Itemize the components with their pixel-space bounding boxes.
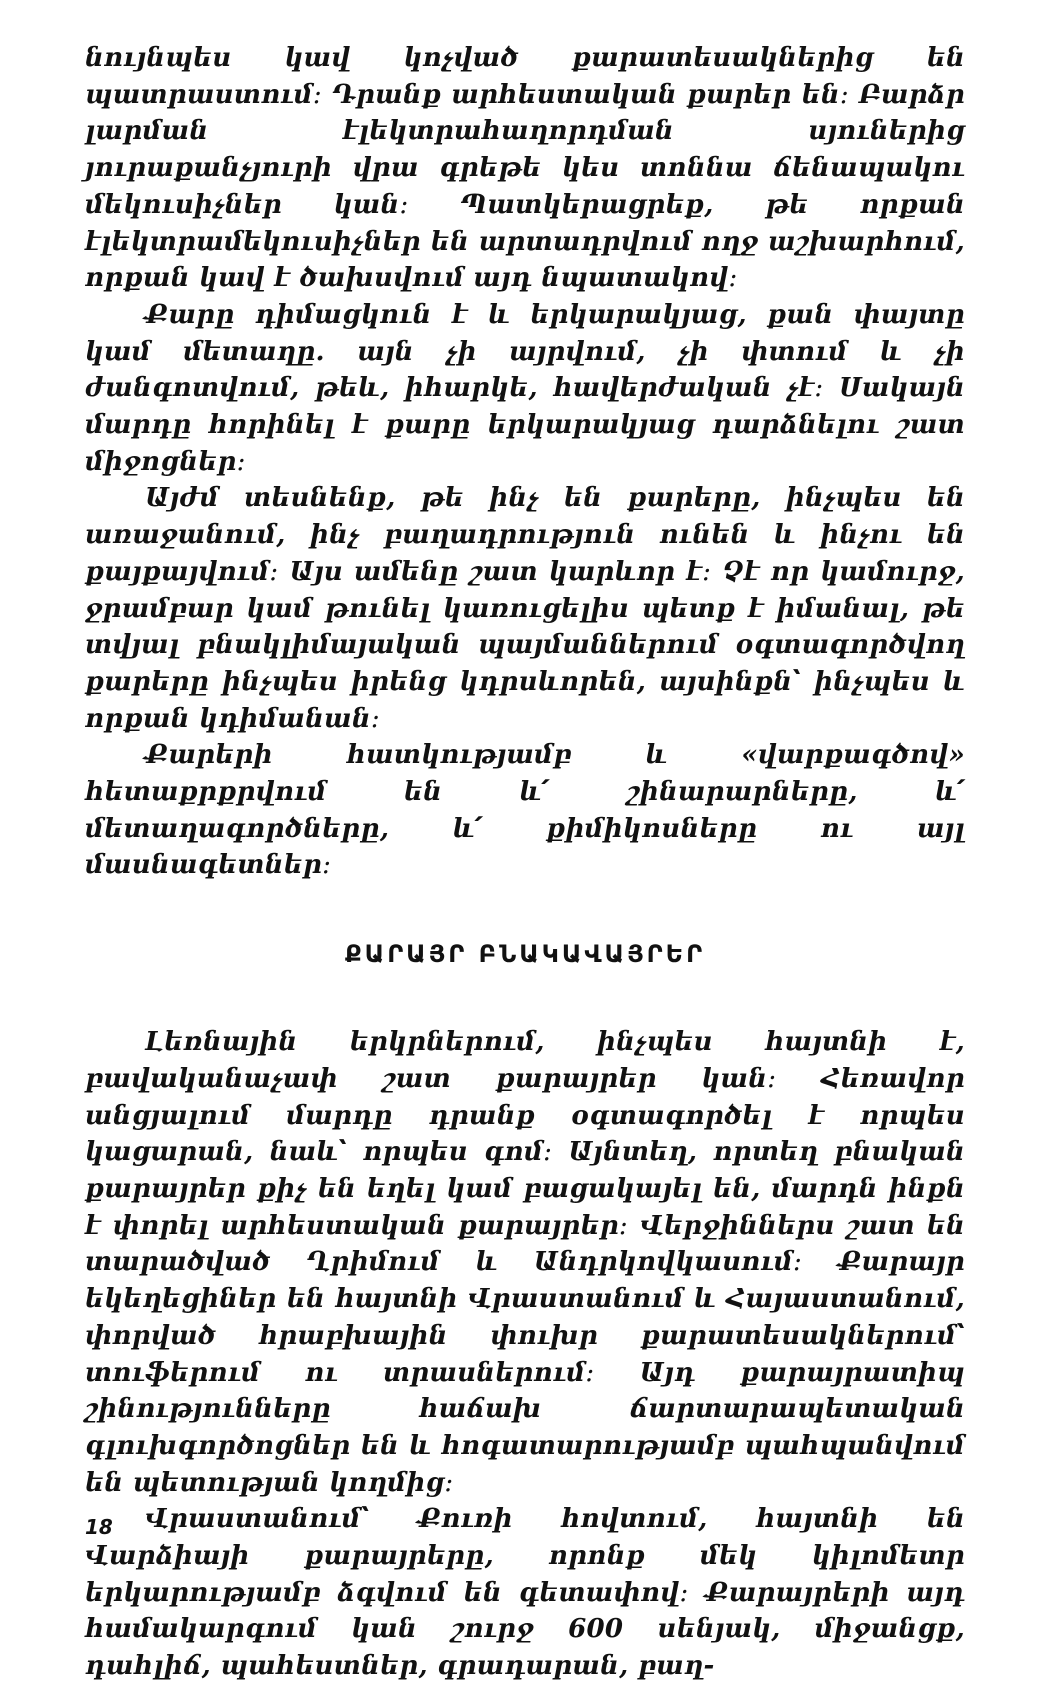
paragraph-3: Այժմ տեսնենք, թե ինչ են քարերը, ինչպես են առաջանում, ինչ բաղադրություն ունեն և ինչու են քայքայվում։ Այս ամենը շատ կարևոր է։ Չէ որ կամուրջ, ջրամբար կամ թունել կառուցելիս պետք է իմանալ, թե տվյալ բնակլիմայական պայմաններում օգտագործվող քարերը ինչպես իրենց կդրսևորեն, այսինքն՝ ինչպես և որքան կդիմանան։ xyxy=(85,483,965,734)
page-body xyxy=(85,40,965,1685)
paragraph-1: նույնպես կավ կոչված քարատեսակներից են պատրաստում։ Դրանք արհեստական քարեր են։ Բարձր լարման էլեկտրահաղորդման սյուներից յուրաքանչյուրի վրա գրեթե կես տոննա ճենապակու մեկուսիչներ կան։ Պատկերացրեք, թե որքան էլեկտրամեկուսիչներ են արտադրվում ողջ աշխարհում, որքան կավ է ծախսվում այդ նպատակով։ xyxy=(85,43,965,294)
page-number: 18 xyxy=(85,1515,113,1539)
paragraph-2: Քարը դիմացկուն է և երկարակյաց, քան փայտը կամ մետաղը. այն չի այրվում, չի փտում և չի ժանգոտվում, թեև, իհարկե, հավերժական չէ։ Սակայն մարդը հորինել է քարը երկարակյաց դարձնելու շատ միջոցներ։ xyxy=(85,299,965,477)
paragraph-4: Քարերի հատկությամբ և «վարքագծով» հետաքրքրվում են և՛ շինարարները, և՛ մետաղագործները, և՛ քիմիկոսները ու այլ մասնագետներ։ xyxy=(85,740,965,881)
paragraph-6: Վրաստանում՝ Քուռի հովտում, հայտնի են Վարձիայի քարայրերը, որոնք մեկ կիլոմետր երկարությամբ ձգվում են գետափով։ Քարայրերի այդ համակարգում կան շուրջ 600 սենյակ, միջանցք, դահլիճ, պահեստներ, գրադարան, բաղ- xyxy=(85,1504,965,1682)
section-heading: ՔԱՐԱՅՐ ԲՆԱԿԱՎԱՅՐԵՐ xyxy=(344,940,706,969)
paragraph-5: Լեռնային երկրներում, ինչպես հայտնի է, բավականաչափ շատ քարայրեր կան։ Հեռավոր անցյալում մարդը դրանք օգտագործել է որպես կացարան, նաև՝ որպես գոմ։ Այնտեղ, որտեղ բնական քարայրեր քիչ են եղել կամ բացակայել են, մարդն ինքն է փորել արհեստական քարայրեր։ Վերջիններս շատ են տարածված Ղրիմում և Անդրկովկասում։ Քարայր եկեղեցիներ են հայտնի Վրաստանում և Հայաստանում, փորված հրաբխային փուխր քարատեսակներում՝ տուֆերում ու տրասներում։ Այդ քարայրատիպ շինությունները հաճախ ճարտարապետական գլուխգործոցներ են և հոգատարությամբ պահպանվում են պետության կողմից։ xyxy=(85,1027,965,1498)
